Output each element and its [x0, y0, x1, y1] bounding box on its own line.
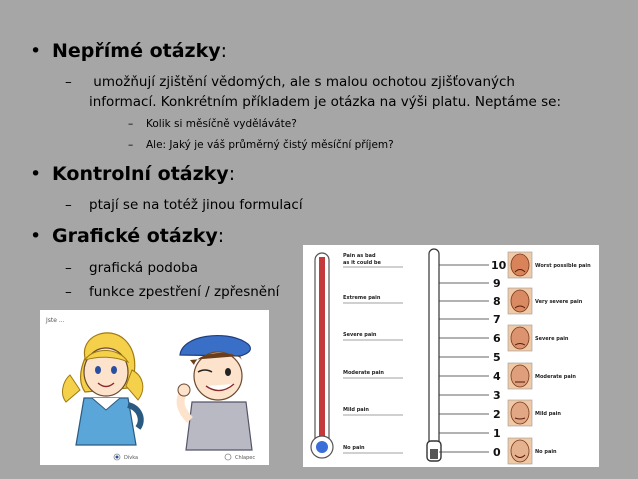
sub-bullet-graphic-form	[65, 258, 198, 278]
bullet-symbol: •	[30, 163, 42, 185]
pain-label-severe: Severe pain	[343, 332, 377, 338]
face-label-moderate: Moderate pain	[535, 374, 576, 380]
bullet-colon: :	[220, 40, 228, 62]
sub-bullet-control-desc	[65, 195, 303, 215]
pain-label-mild: Mild pain	[343, 407, 369, 413]
sub-bullet-text: funkce zpestření / zpřesnění	[89, 284, 280, 300]
boy-illustration	[178, 336, 252, 450]
scale-number-9: 9	[493, 277, 501, 290]
sub-bullet-text-line2: informací. Konkrétním příkladem je otázka na výši platu. Neptáme se:	[89, 94, 562, 110]
scale-number-10: 10	[491, 259, 507, 272]
gender-picture-panel	[40, 310, 269, 465]
dash-symbol: –	[65, 74, 72, 90]
gender-question-heading: Jste ...	[46, 317, 65, 324]
face-mild-icon	[508, 400, 532, 426]
pain-label-none: No pain	[343, 445, 365, 451]
bullet-colon: :	[228, 163, 236, 185]
face-label-no-pain: No pain	[535, 449, 557, 455]
bullet-symbol: •	[30, 40, 42, 62]
sub-sub-bullet-2	[128, 139, 394, 151]
pain-label-worst-line1: Pain as bad	[343, 253, 376, 259]
dash-symbol: –	[128, 139, 134, 151]
bullet-symbol: •	[30, 225, 42, 247]
face-no-pain-icon	[508, 438, 532, 464]
bullet-title: Kontrolní otázky	[52, 163, 229, 185]
sub-bullet-indirect-desc	[65, 72, 515, 92]
face-worst-icon	[508, 252, 532, 278]
scale-number-6: 6	[493, 332, 501, 345]
scale-number-4: 4	[493, 370, 501, 383]
sub-sub-bullet-text: Ale: Jaký je váš průměrný čistý měsíční příjem?	[146, 139, 394, 151]
scale-number-7: 7	[493, 313, 501, 326]
scale-number-3: 3	[493, 389, 501, 402]
center-thermometer	[427, 249, 441, 461]
face-label-worst: Worst possible pain	[535, 263, 591, 269]
boy-radio[interactable]	[225, 454, 231, 460]
bullet-title: Grafické otázky	[52, 225, 218, 247]
girl-option-label: Dívka	[124, 455, 139, 461]
scale-number-5: 5	[493, 351, 501, 364]
face-very-severe-icon	[508, 288, 532, 314]
sub-sub-bullet-text: Kolik si měsíčně vyděláváte?	[146, 118, 297, 130]
face-severe-icon	[508, 325, 532, 351]
bullet-colon: :	[217, 225, 225, 247]
scale-ticks	[439, 265, 489, 452]
dash-symbol: –	[65, 284, 72, 300]
bullet-control-questions	[30, 163, 235, 185]
pain-label-moderate: Moderate pain	[343, 370, 384, 376]
face-label-very-severe: Very severe pain	[535, 299, 583, 305]
sub-sub-bullet-1	[128, 118, 297, 130]
scale-number-2: 2	[493, 408, 501, 421]
pain-label-extreme: Extreme pain	[343, 295, 381, 301]
left-thermometer	[311, 253, 333, 458]
scale-number-8: 8	[493, 295, 501, 308]
girl-illustration	[63, 333, 143, 445]
bullet-graphic-questions	[30, 225, 224, 247]
pain-scale-figure	[303, 245, 599, 467]
sub-bullet-graphic-function	[65, 282, 279, 302]
dash-symbol: –	[65, 197, 72, 213]
bullet-title: Nepřímé otázky	[52, 40, 221, 62]
pain-label-worst-line2: as it could be	[343, 260, 381, 266]
sub-bullet-text-line1: umožňují zjištění vědomých, ale s malou ochotou zjišťovaných	[89, 74, 515, 90]
sub-bullet-text: ptají se na totéž jinou formulací	[89, 197, 303, 213]
face-moderate-icon	[508, 363, 532, 389]
dash-symbol: –	[128, 118, 134, 130]
face-label-mild: Mild pain	[535, 411, 561, 417]
face-label-severe: Severe pain	[535, 336, 569, 342]
pain-scale-panel	[303, 245, 599, 467]
scale-number-1: 1	[493, 427, 501, 440]
gender-picture	[40, 310, 269, 465]
dash-symbol: –	[65, 260, 72, 276]
bullet-indirect-questions	[30, 40, 227, 62]
sub-bullet-text: grafická podoba	[89, 260, 198, 276]
scale-number-0: 0	[493, 446, 501, 459]
boy-option-label: Chlapec	[235, 455, 256, 461]
